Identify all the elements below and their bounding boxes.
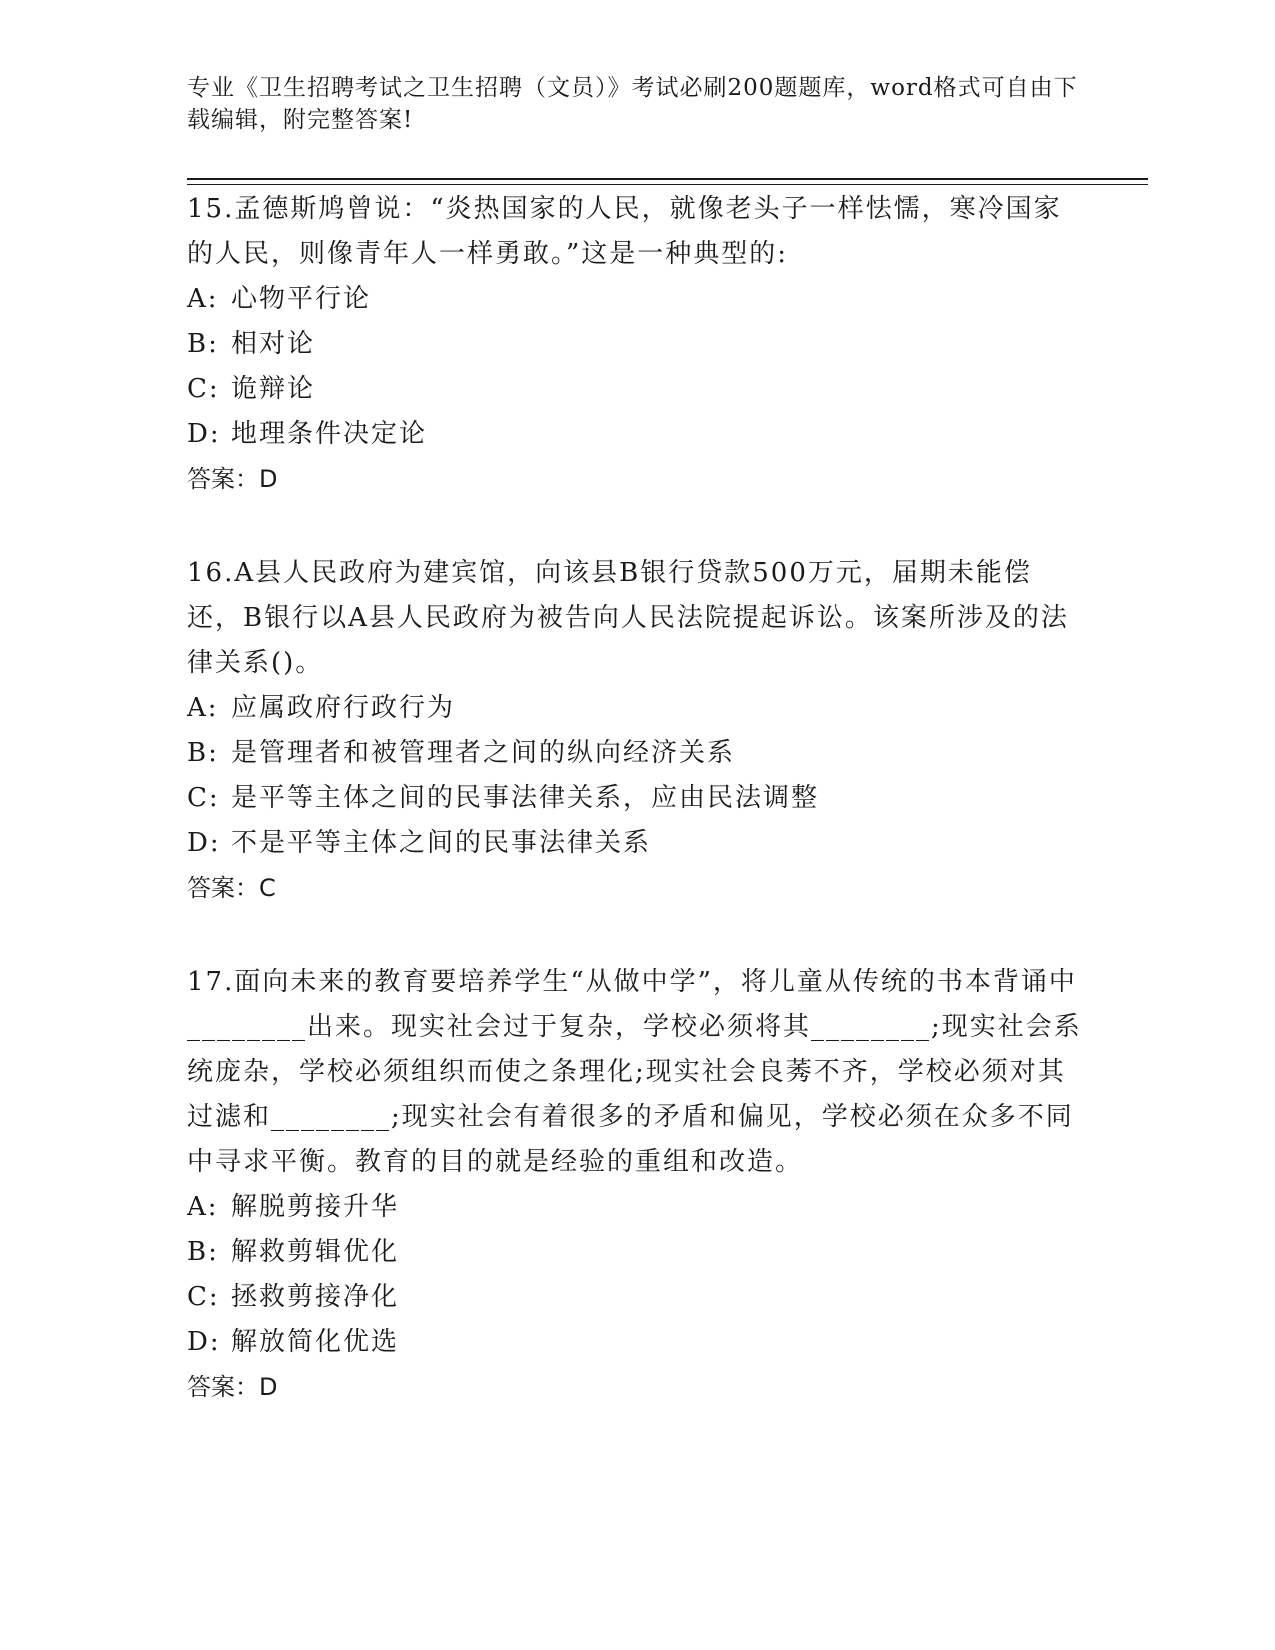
option-d — [187, 1320, 1087, 1365]
header-rule-thin — [187, 184, 1148, 185]
option-letter: D: — [187, 828, 221, 858]
question-17 — [187, 960, 1087, 1410]
answer-line: 答案：D — [187, 1373, 278, 1401]
option-b — [187, 731, 1087, 776]
option-letter: B: — [187, 738, 219, 768]
option-c — [187, 367, 1087, 412]
option-text: 拯救剪接净化 — [231, 1282, 400, 1312]
document-header: 专业《卫生招聘考试之卫生招聘（文员）》考试必刷200题题库，word格式可自由下载编辑，附完整答案! — [187, 75, 1078, 133]
option-a — [187, 686, 1087, 731]
option-letter: C: — [187, 374, 220, 404]
option-text: 解救剪辑优化 — [231, 1237, 400, 1267]
option-text: 是管理者和被管理者之间的纵向经济关系 — [231, 738, 736, 768]
option-text: 是平等主体之间的民事法律关系，应由民法调整 — [231, 783, 820, 813]
option-a — [187, 277, 1087, 322]
question-stem: 15.孟德斯鸠曾说：“炎热国家的人民，就像老头子一样怯懦，寒冷国家的人民，则像青年人一样勇敢。”这是一种典型的: — [187, 194, 1062, 269]
option-text: 心物平行论 — [231, 284, 372, 314]
option-text: 相对论 — [231, 329, 316, 359]
option-text: 诡辩论 — [231, 374, 316, 404]
option-letter: A: — [187, 284, 219, 314]
option-text: 解脱剪接升华 — [231, 1192, 400, 1222]
header-rule-thick — [187, 178, 1148, 180]
option-d — [187, 821, 1087, 866]
question-stem: 16.A县人民政府为建宾馆，向该县B银行贷款500万元，届期未能偿还，B银行以A县人民政府为被告向人民法院提起诉讼。该案所涉及的法律关系()。 — [187, 558, 1069, 678]
option-letter: B: — [187, 329, 219, 359]
option-text: 地理条件决定论 — [231, 419, 428, 449]
option-letter: C: — [187, 783, 220, 813]
question-15 — [187, 187, 1087, 502]
option-text: 应属政府行政行为 — [231, 693, 456, 723]
option-letter: B: — [187, 1237, 219, 1267]
option-letter: A: — [187, 1192, 219, 1222]
question-stem: 17.面向未来的教育要培养学生“从做中学”，将儿童从传统的书本背诵中________出来。现实社会过于复杂，学校必须将其________;现实社会系统庞杂，学校必须组织而使之条理化;现实社会良莠不齐，学校必须对其过滤和________;现实社会有着很多的矛盾和偏见，学校必须在众多不同中寻求平衡。教育的目的就是经验的重组和改造。 — [187, 967, 1082, 1177]
option-text: 解放简化优选 — [231, 1327, 400, 1357]
option-a — [187, 1185, 1087, 1230]
answer-line: 答案：D — [187, 465, 278, 493]
question-16 — [187, 551, 1087, 911]
answer-line: 答案：C — [187, 874, 276, 902]
option-letter: A: — [187, 693, 219, 723]
option-letter: D: — [187, 419, 221, 449]
option-d — [187, 412, 1087, 457]
option-b — [187, 1230, 1087, 1275]
option-letter: D: — [187, 1327, 221, 1357]
option-c — [187, 1275, 1087, 1320]
option-c — [187, 776, 1087, 821]
option-text: 不是平等主体之间的民事法律关系 — [231, 828, 652, 858]
option-b — [187, 322, 1087, 367]
option-letter: C: — [187, 1282, 220, 1312]
